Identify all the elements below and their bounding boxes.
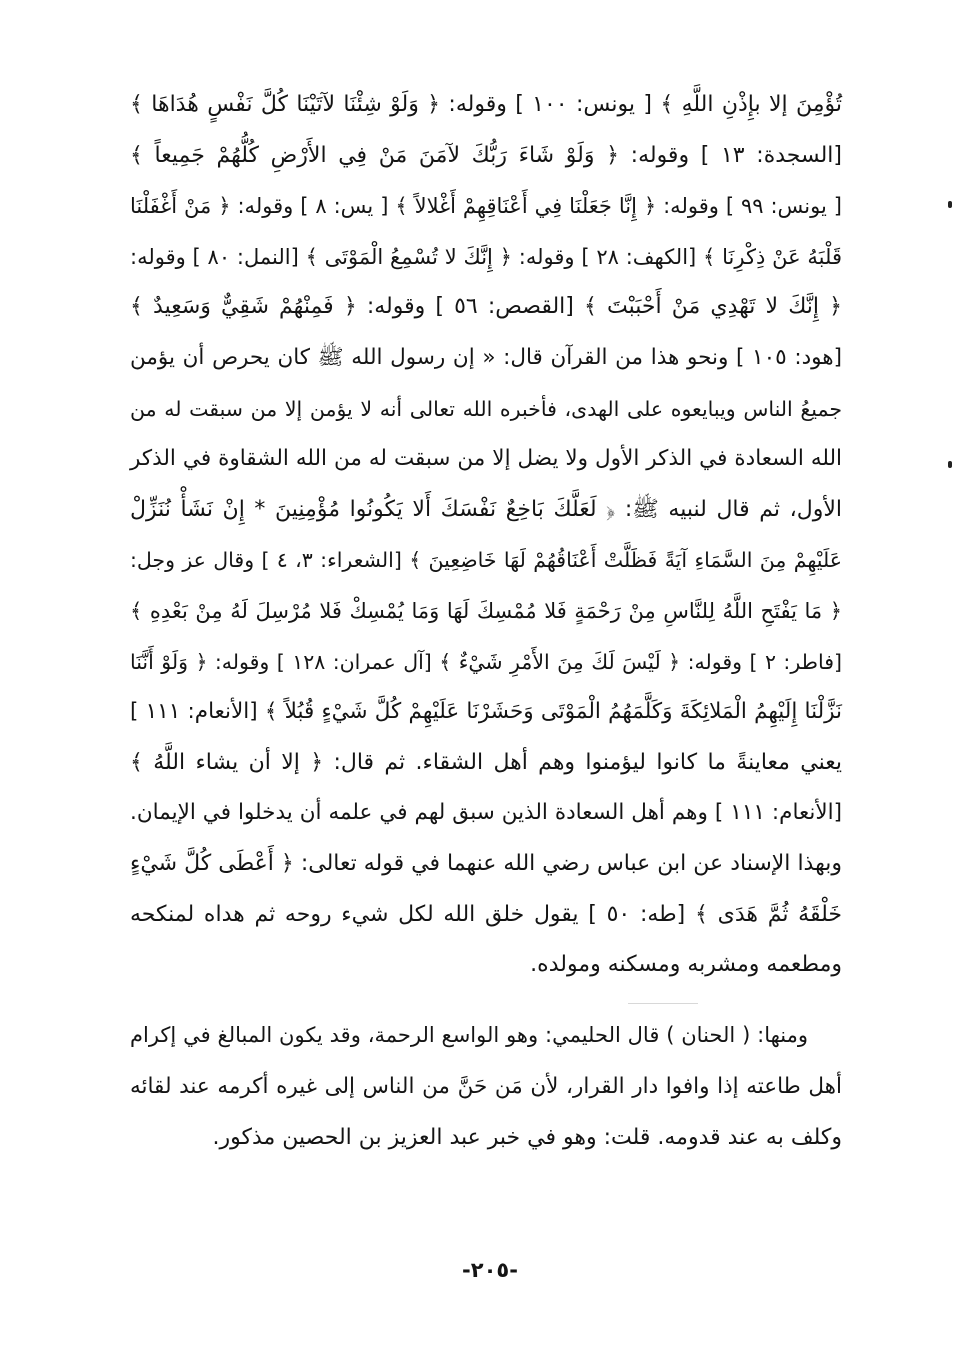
text-line: تُؤْمِنَ إلا بإِذْنِ اللَّهِ ﴾ [ يونس: ١٠٠ ] وقوله: ﴿ وَلَوْ شِئْنَا لآتَيْنَا كُلَّ نَفْسٍ هُدَاهَا ﴾ [130,92,842,117]
text-line: وبهذا الإسناد عن ابن عباس رضي الله عنهما في قوله تعالى: ﴿ أَعْطَى كُلَّ شَيْءٍ [130,850,842,876]
text-line: عَلَيْهِمْ مِنَ السَّمَاءِ آيَةً فَظَلَّتْ أَعْنَاقُهُمْ لَهَا خَاضِعِينَ ﴾ [الشعراء: ٣، ٤ ] وقال عز وجل: [130,548,842,573]
text-line: وكلف به عند قدومه. قلت: وهو في خبر عبد العزيز بن الحصين مذكور. [212,1124,842,1150]
text-line: ﴿ مَا يَفْتَحِ اللَّهُ لِلنَّاسِ مِنْ رَحْمَةٍ فَلا مُمْسِكَ لَهَا وَمَا يُمْسِكْ فَلا مُرْسِلَ لَهُ مِنْ بَعْدِهِ ﴾ [130,598,842,623]
text-line: أهل طاعته إذا وافوا دار القرار، لأن مَن حَنَّ من الناس إلى غيره أكرمه عند لقائه [130,1073,842,1099]
text-line: [ يونس: ٩٩ ] وقوله: ﴿ إِنَّا جَعَلْنَا فِي أَعْنَاقِهِمْ أَغْلالاً ﴾ [ يس: ٨ ] وقوله: ﴿ مَنْ أَغْفَلْنَا [129,194,842,219]
text-line: [هود: ١٠٥ ] ونحو هذا من القرآن قال: « إن رسول الله ﷺ كان يحرص أن يؤمن [130,344,842,370]
scan-artifact [628,1003,698,1004]
scan-mark [948,461,952,468]
text-line: نَزَّلْنَا إِلَيْهِمُ الْمَلائِكَةَ وَكَلَّمَهُمُ الْمَوْتَى وَحَشَرْنَا عَلَيْهِمْ كُلَّ شَيْءٍ قُبُلاً ﴾ [الأنعام: ١١١ ] [130,699,842,725]
text-line: ومطعمه ومشربه ومسكنه ومولده. [530,952,842,978]
page-body [130,80,842,1163]
text-line: ومنها: ( الحنان ) قال الحليمي: وهو الواسع الرحمة، وقد يكون المبالغ في إكرام [130,1022,808,1047]
page-number: -٢٠٥- [462,1258,518,1282]
paragraph [130,1010,842,1163]
text-line: الأول، ثم قال لنبيه ﷺ: ﴿ لَعَلَّكَ بَاخِعٌ نَفْسَكَ أَلا يَكُونُوا مُؤْمِنِينَ * إِنْ نَشَأْ نُنَزِّلْ [130,496,842,522]
text-line: الله السعادة في الذكر الأول ولا يضل إلا من سبقت له من الله الشقاوة في الذكر [130,446,842,472]
text-line: [السجدة: ١٣ ] وقوله: ﴿ وَلَوْ شَاءَ رَبُّكَ لآمَنَ مَنْ فِي الأَرْضِ كُلُّهُمْ جَمِيعاً ﴾ [130,142,842,168]
text-line: جميعُ الناس ويبايعوه على الهدى، فأخبره الله تعالى أنه لا يؤمن إلا من سبقت له من [130,396,842,421]
text-line: [الأنعام: ١١١ ] وهم أهل السعادة الذين سبق لهم في علمه أن يدخلوا في الإيمان. [129,800,842,826]
text-line: يعني معاينةً ما كانوا ليؤمنوا وهم أهل الشقاء. ثم قال: ﴿ إلا أن يشاء اللَّهُ ﴾ [130,749,842,775]
text-line: قَلْبَهُ عَنْ ذِكْرِنَا ﴾ [الكهف: ٢٨ ] وقوله: ﴿ إِنَّكَ لا تُسْمِعُ الْمَوْتَى ﴾ [النمل: ٨٠ ] وقوله: [130,244,842,269]
text-line: [فاطر: ٢ ] وقوله: ﴿ لَيْسَ لَكَ مِنَ الأَمْرِ شَيْءٌ ﴾ [آل عمران: ١٢٨ ] وقوله: ﴿ وَلَوْ أَنَّنَا [129,649,842,674]
paragraph [130,80,842,991]
scan-mark [948,201,952,208]
text-line: خَلْقَهُ ثُمَّ هَدَى ﴾ [طه: ٥٠ ] يقول خلق الله لكل شيء روحه ثم هداه لمنكحه [130,901,842,927]
text-line: ﴿ إِنَّكَ لا تَهْدِي مَنْ أَحْبَبْتَ ﴾ [القصص: ٥٦ ] وقوله: ﴿ فَمِنْهُمْ شَقِيٌّ وَسَعِيدٌ ﴾ [130,294,842,320]
